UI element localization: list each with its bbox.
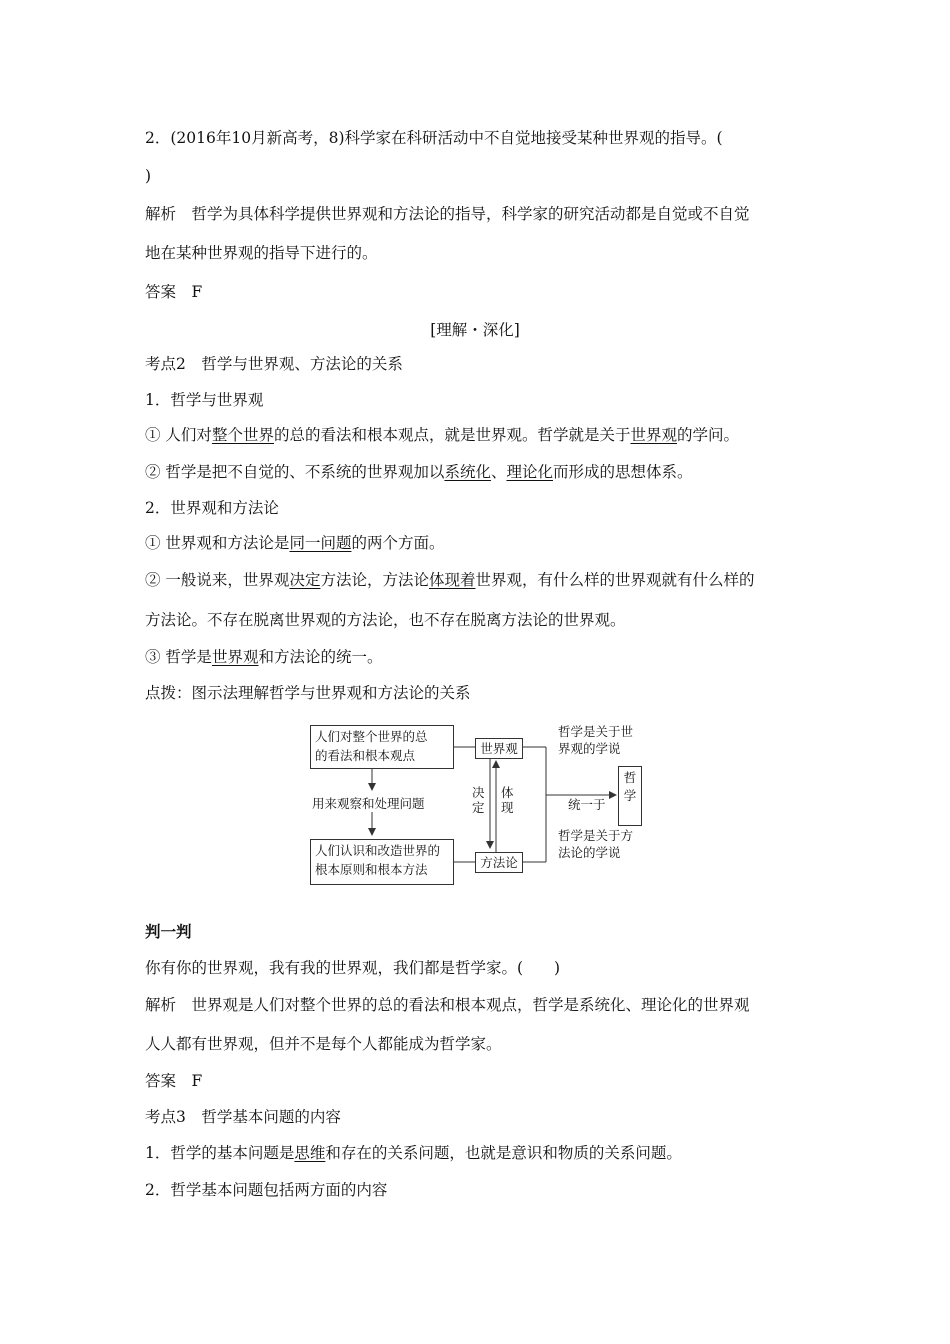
underlined-term: 整个世界 bbox=[211, 426, 274, 444]
underlined-term: 决定 bbox=[289, 571, 321, 589]
note-top bbox=[558, 723, 633, 757]
text: ② 哲学是把不自觉的、不系统的世界观加以 bbox=[145, 463, 445, 481]
section-title: [理解・深化] bbox=[430, 321, 520, 339]
kd2-point-3 bbox=[145, 533, 444, 553]
arrow-label: 用来观察和处理问题 bbox=[312, 796, 425, 811]
question-stem: 2．(2016年10月新高考，8)科学家在科研活动中不自觉地接受某种世界观的指导。( bbox=[145, 129, 723, 147]
box-text: 根本原则和根本方法 bbox=[315, 862, 428, 877]
kd2-point-4 bbox=[145, 570, 755, 590]
box-text: 人们认识和改造世界的 bbox=[315, 843, 441, 858]
box-text: 人们对整个世界的总 bbox=[315, 729, 428, 744]
box-char: 哲 bbox=[623, 770, 637, 785]
judge-analysis-2: 人人都有世界观，但并不是每个人都能成为哲学家。 bbox=[145, 1035, 502, 1053]
text: 、 bbox=[490, 463, 507, 481]
kd3-title: 考点3 哲学基本问题的内容 bbox=[145, 1108, 341, 1126]
underlined-term: 理论化 bbox=[506, 463, 553, 481]
text: 和存在的关系问题，也就是意识和物质的关系问题。 bbox=[325, 1144, 682, 1162]
philosophy-box bbox=[618, 766, 642, 826]
kd2-point-2 bbox=[145, 462, 693, 482]
text: 1．哲学的基本问题是 bbox=[145, 1144, 295, 1162]
text: ③ 哲学是 bbox=[145, 648, 212, 666]
methodology-definition-box bbox=[310, 839, 454, 885]
text: 和方法论的统一。 bbox=[258, 648, 383, 666]
label-char: 现 bbox=[501, 800, 514, 815]
judge-question: 你有你的世界观，我有我的世界观，我们都是哲学家。( ) bbox=[145, 959, 561, 977]
kd3-point-2: 2．哲学基本问题包括两方面的内容 bbox=[145, 1181, 388, 1199]
tip: 点拨：图示法理解哲学与世界观和方法论的关系 bbox=[145, 684, 471, 702]
kd2-heading-1: 1．哲学与世界观 bbox=[145, 391, 264, 409]
text: 的学问。 bbox=[676, 426, 739, 444]
answer: 答案 F bbox=[145, 283, 203, 301]
question-stem-end: ) bbox=[145, 167, 152, 185]
worldview-box: 世界观 bbox=[475, 738, 523, 759]
underlined-term: 同一问题 bbox=[289, 534, 352, 552]
kd2-title: 考点2 哲学与世界观、方法论的关系 bbox=[145, 355, 403, 373]
text: ① 世界观和方法论是 bbox=[145, 534, 290, 552]
kd2-point-5 bbox=[145, 647, 382, 667]
note-line: 法论的学说 bbox=[558, 845, 621, 860]
decides-label bbox=[472, 785, 485, 815]
underlined-term: 思维 bbox=[294, 1144, 326, 1162]
box-text: 的看法和根本观点 bbox=[315, 748, 416, 763]
text: 世界观，有什么样的世界观就有什么样的 bbox=[475, 571, 755, 589]
kd2-point-4-cont: 方法论。不存在脱离世界观的方法论，也不存在脱离方法论的世界观。 bbox=[145, 611, 626, 629]
label-char: 决 bbox=[472, 785, 485, 800]
underlined-term: 体现着 bbox=[428, 571, 476, 589]
kd2-heading-2: 2．世界观和方法论 bbox=[145, 499, 279, 517]
kd2-point-1 bbox=[145, 425, 739, 445]
box-char: 学 bbox=[623, 788, 637, 803]
methodology-box: 方法论 bbox=[475, 852, 523, 873]
underlined-term: 世界观 bbox=[211, 648, 259, 666]
kd3-point-1 bbox=[145, 1143, 682, 1163]
note-line: 哲学是关于世 bbox=[558, 724, 634, 739]
text: ① 人们对 bbox=[145, 426, 212, 444]
text: 而形成的思想体系。 bbox=[552, 463, 693, 481]
label-char: 体 bbox=[501, 785, 514, 800]
note-line: 哲学是关于方 bbox=[558, 828, 634, 843]
worldview-definition-box bbox=[310, 725, 454, 769]
note-bottom bbox=[558, 827, 633, 861]
text: 的两个方面。 bbox=[351, 534, 445, 552]
relation-diagram bbox=[300, 715, 660, 890]
judge-title: 判一判 bbox=[145, 922, 192, 941]
analysis-line-1: 解析 哲学为具体科学提供世界观和方法论的指导，科学家的研究活动都是自觉或不自觉 bbox=[145, 205, 750, 223]
judge-analysis-1: 解析 世界观是人们对整个世界的总的看法和根本观点，哲学是系统化、理论化的世界观 bbox=[145, 996, 750, 1014]
text: 的总的看法和根本观点，就是世界观。哲学就是关于 bbox=[273, 426, 631, 444]
embodies-label bbox=[501, 785, 514, 815]
text: ② 一般说来，世界观 bbox=[145, 571, 290, 589]
underlined-term: 世界观 bbox=[630, 426, 677, 444]
label-char: 定 bbox=[472, 800, 485, 815]
text: 方法论，方法论 bbox=[320, 571, 429, 589]
underlined-term: 系统化 bbox=[444, 463, 491, 481]
note-line: 界观的学说 bbox=[558, 741, 621, 756]
unify-label: 统一于 bbox=[568, 797, 606, 812]
analysis-line-2: 地在某种世界观的指导下进行的。 bbox=[145, 244, 378, 262]
judge-answer: 答案 F bbox=[145, 1072, 203, 1090]
